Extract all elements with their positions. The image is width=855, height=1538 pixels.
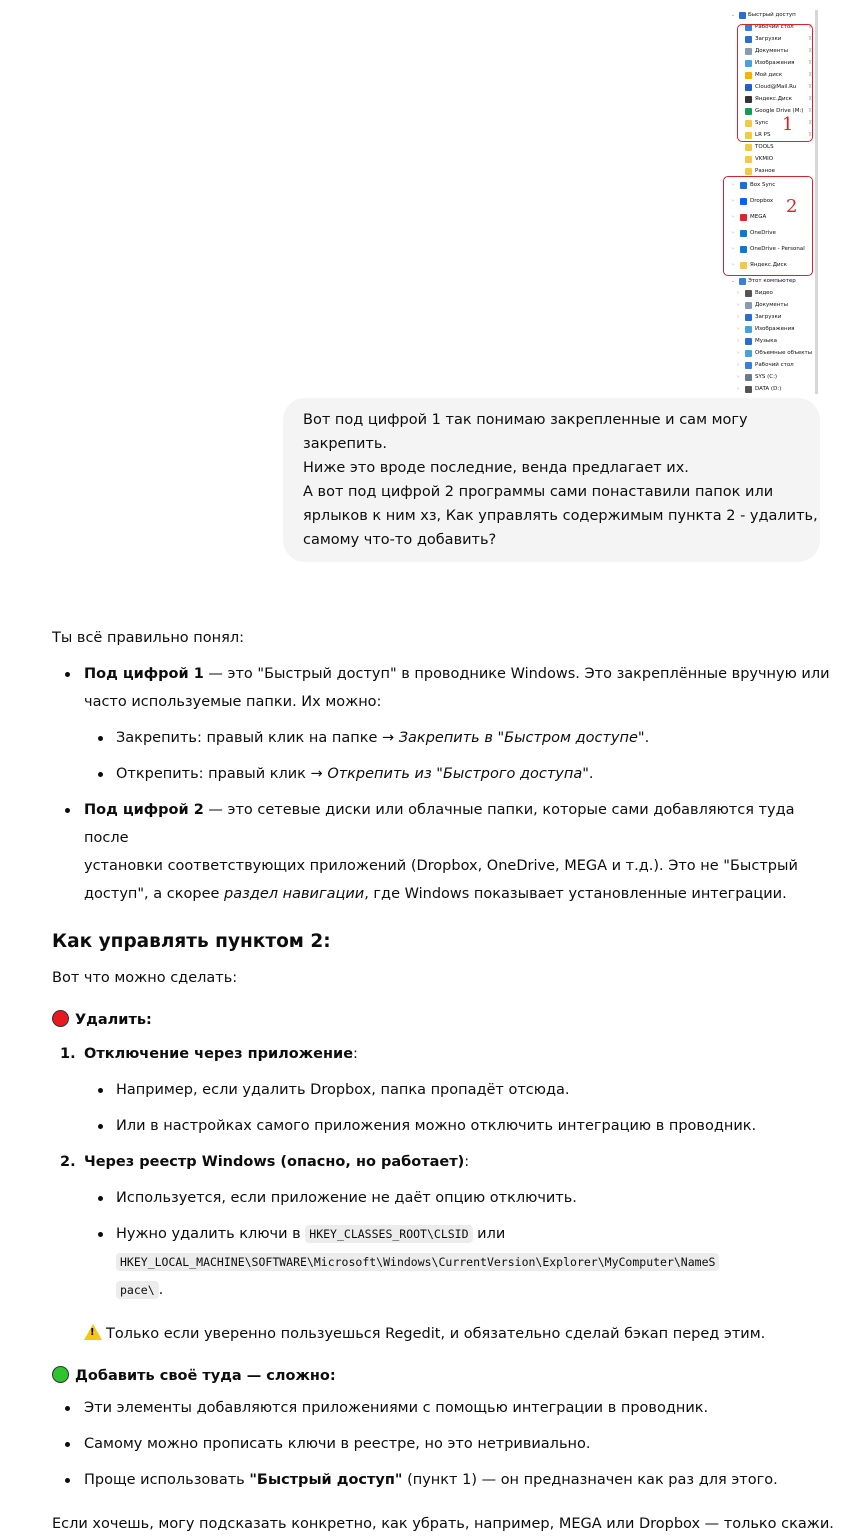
add-title-text: Добавить своё туда — сложно: xyxy=(75,1368,336,1384)
item-text: Эти элементы добавляются приложениями с помощью интеграции в проводник. xyxy=(84,1400,709,1416)
item-text: (пункт 1) — он предназначен как раз для этого. xyxy=(402,1472,778,1488)
nav-item[interactable] xyxy=(728,360,812,371)
item-text: Используется, если приложение не даёт опцию отключить. xyxy=(116,1190,577,1206)
folder-icon xyxy=(745,168,752,175)
user-message-bubble xyxy=(283,398,820,562)
item-text: — это сетевые диски или облачные папки, которые сами добавляются туда после xyxy=(84,802,795,846)
bullet-icon xyxy=(65,808,70,813)
list-item xyxy=(52,1184,842,1212)
inline-code: HKEY_LOCAL_MACHINE\SOFTWARE\Microsoft\Windows\CurrentVersion\Explorer\MyComputer\NameS xyxy=(116,1253,719,1271)
annotation-number-1: 1 xyxy=(782,114,794,135)
nav-item[interactable] xyxy=(728,154,812,165)
nav-item-label: Яндекс.Диск xyxy=(750,262,787,268)
expand-chevron-icon[interactable]: › xyxy=(737,314,739,320)
green-circle-icon xyxy=(52,1366,69,1383)
user-message-line: Ниже это вроде последние, венда предлагает их. xyxy=(303,460,689,476)
item-emphasis: Закрепить в "Быстром доступе" xyxy=(398,730,645,746)
nav-item-label: Видео xyxy=(755,290,773,296)
star-icon xyxy=(739,12,746,19)
bullet-icon xyxy=(98,736,103,741)
assistant-message xyxy=(52,624,842,1538)
nav-item-label: Box Sync xyxy=(750,182,776,188)
nav-item-label: Мой диск xyxy=(755,72,783,78)
item-text: : xyxy=(353,1046,358,1062)
list-item xyxy=(52,1466,842,1494)
computer-icon xyxy=(739,278,746,285)
nav-item-label: Документы xyxy=(755,48,788,54)
item-number: 1. xyxy=(60,1046,76,1062)
nav-item-label: Разное xyxy=(755,168,775,174)
closing-text: Если хочешь, могу подсказать конкретно, как убрать, например, MEGA или Dropbox — только скажи. xyxy=(52,1516,834,1532)
3d-objects-icon xyxy=(745,350,752,357)
nav-item-label: VKMIO xyxy=(755,156,774,162)
warning-text: Только если уверенно пользуешься Regedit, и обязательно сделай бэкап перед этим. xyxy=(106,1326,766,1342)
music-icon xyxy=(745,338,752,345)
bullet-icon xyxy=(65,1406,70,1411)
inline-code: HKEY_CLASSES_ROOT\CLSID xyxy=(305,1225,472,1243)
item-text: или xyxy=(472,1226,506,1242)
item-text: . xyxy=(158,1282,164,1298)
bullet-icon xyxy=(98,1124,103,1129)
item-text: Открепить: правый клик → xyxy=(116,766,328,782)
list-item xyxy=(52,1076,842,1104)
nav-item[interactable] xyxy=(728,142,812,153)
item-bold: "Быстрый доступ" xyxy=(249,1472,403,1488)
nav-item-label: Документы xyxy=(755,302,788,308)
item-text: доступ", а скорее xyxy=(84,886,225,902)
nav-item-label: TOOLS xyxy=(755,144,774,150)
this-pc-header: ⌄ Этот компьютер xyxy=(728,276,812,287)
drive-icon xyxy=(745,386,752,393)
user-message-line: самому что-то добавить? xyxy=(303,532,497,548)
pin-icon: ⊼ xyxy=(808,36,812,42)
bullet-icon xyxy=(98,1196,103,1201)
pin-icon: ⊼ xyxy=(808,84,812,90)
pin-icon: ⊼ xyxy=(808,72,812,78)
expand-chevron-icon[interactable]: › xyxy=(732,214,734,220)
nav-item-label: Sync xyxy=(755,120,769,126)
item-text: : xyxy=(464,1154,470,1170)
section-heading: Как управлять пунктом 2: xyxy=(52,931,331,952)
item-text: Закрепить: правый клик на папке → xyxy=(116,730,399,746)
video-icon xyxy=(745,290,752,297)
warning-note xyxy=(52,1320,842,1348)
delete-title-text: Удалить: xyxy=(75,1012,152,1028)
nav-item-label: Google Drive (M:) xyxy=(755,108,804,114)
expand-chevron-icon[interactable]: › xyxy=(732,198,734,204)
expand-chevron-icon[interactable]: › xyxy=(737,362,739,368)
nav-item-label: Объемные объекты xyxy=(755,350,813,356)
item-text: Или в настройках самого приложения можно отключить интеграцию в проводник. xyxy=(116,1118,757,1134)
attached-screenshot[interactable] xyxy=(728,10,818,394)
section-intro: Вот что можно сделать: xyxy=(52,970,238,986)
bullet-icon xyxy=(98,1232,103,1237)
item-number: 2. xyxy=(60,1154,76,1170)
this-pc-label: Этот компьютер xyxy=(748,278,796,284)
list-item xyxy=(52,1430,842,1458)
item-text: установки соответствующих приложений (Dropbox, OneDrive, MEGA и т.д.). Это не "Быстрый xyxy=(84,858,798,874)
item-bold: Через реестр Windows (опасно, но работает) xyxy=(84,1154,465,1170)
expand-chevron-icon[interactable]: › xyxy=(732,182,734,188)
item-text: Нужно удалить ключи в xyxy=(116,1226,306,1242)
nav-item-label: OneDrive - Personal xyxy=(750,246,805,252)
desktop-icon xyxy=(745,362,752,369)
list-item xyxy=(52,724,842,752)
list-item xyxy=(52,1220,842,1304)
list-item xyxy=(52,1148,842,1176)
annotation-box-2 xyxy=(723,176,813,276)
item-bold: Отключение через приложение xyxy=(84,1046,354,1062)
nav-item-label: Загрузки xyxy=(755,36,782,42)
item-text: . xyxy=(644,730,650,746)
item-text: , где Windows показывает установленные интеграции. xyxy=(364,886,787,902)
list-item xyxy=(52,1112,842,1140)
item-text: часто используемые папки. Их можно: xyxy=(84,694,382,710)
expand-chevron-icon[interactable]: › xyxy=(732,230,734,236)
user-message-line: Вот под цифрой 1 так понимаю закрепленные и сам могу xyxy=(303,412,748,428)
item-text: Проще использовать xyxy=(84,1472,250,1488)
nav-item-label: Загрузки xyxy=(755,314,782,320)
list-item xyxy=(52,796,842,908)
annotation-number-2: 2 xyxy=(786,196,798,217)
nav-item-label: SYS (C:) xyxy=(755,374,778,380)
expand-chevron-icon[interactable]: › xyxy=(737,386,739,392)
warning-icon: ! xyxy=(84,1324,102,1340)
pin-icon: ⊼ xyxy=(808,60,812,66)
item-text: — это "Быстрый доступ" в проводнике Windows. Это закреплённые вручную или xyxy=(203,666,830,682)
nav-item-label: Рабочий стол xyxy=(755,362,794,368)
nav-item[interactable] xyxy=(728,312,812,323)
expand-chevron-icon[interactable]: › xyxy=(737,350,739,356)
expand-chevron-icon[interactable]: › xyxy=(732,262,734,268)
nav-item[interactable] xyxy=(728,348,812,359)
user-message-line: ярлыков к ним хз, Как управлять содержимым пункта 2 - удалить, xyxy=(303,508,818,524)
expand-chevron-icon[interactable]: › xyxy=(737,374,739,380)
nav-item-label: Музыка xyxy=(755,338,777,344)
item-emphasis: раздел навигации xyxy=(224,886,365,902)
add-title xyxy=(52,1362,842,1390)
item-text: . xyxy=(588,766,594,782)
item-bold: Под цифрой 1 xyxy=(84,666,204,682)
item-bold: Под цифрой 2 xyxy=(84,802,204,818)
bullet-icon xyxy=(98,1088,103,1093)
nav-item-label: Dropbox xyxy=(750,198,774,204)
pin-icon: ⊼ xyxy=(808,96,812,102)
list-item xyxy=(52,760,842,788)
answer-intro: Ты всё правильно понял: xyxy=(52,630,244,646)
pin-icon: ⊼ xyxy=(808,108,812,114)
item-text: Самому можно прописать ключи в реестре, но это нетривиально. xyxy=(84,1436,591,1452)
nav-item[interactable] xyxy=(728,288,812,299)
bullet-icon xyxy=(65,672,70,677)
pin-icon: ⊼ xyxy=(808,48,812,54)
red-circle-icon xyxy=(52,1010,69,1027)
folder-icon xyxy=(745,156,752,163)
expand-chevron-icon[interactable]: › xyxy=(737,302,739,308)
document-icon xyxy=(745,302,752,309)
drive-icon xyxy=(745,374,752,381)
nav-item-label: Яндекс.Диск xyxy=(755,96,792,102)
list-item xyxy=(52,1040,842,1068)
nav-item-label: Изображения xyxy=(755,60,795,66)
bullet-icon xyxy=(98,772,103,777)
folder-icon xyxy=(745,144,752,151)
bullet-icon xyxy=(65,1442,70,1447)
bullet-icon xyxy=(65,1478,70,1483)
pin-icon: ⊼ xyxy=(808,132,812,138)
inline-code: pace\ xyxy=(116,1281,159,1299)
nav-item-label: DATA (D:) xyxy=(755,386,782,392)
nav-item-label: Изображения xyxy=(755,326,795,332)
user-message-line: А вот под цифрой 2 программы сами понаставили папок или xyxy=(303,484,774,500)
list-item xyxy=(52,1394,842,1422)
nav-item-label: MEGA xyxy=(750,214,767,220)
nav-item[interactable] xyxy=(728,324,812,335)
delete-title xyxy=(52,1006,842,1034)
expand-chevron-icon[interactable]: › xyxy=(737,326,739,332)
item-text: Например, если удалить Dropbox, папка пропадёт отсюда. xyxy=(116,1082,570,1098)
nav-item-label: Cloud@Mail.Ru xyxy=(755,84,797,90)
nav-item[interactable] xyxy=(728,372,812,383)
user-message-line: закрепить. xyxy=(303,436,387,452)
quick-access-header: ⌄ Быстрый доступ xyxy=(728,10,812,21)
pin-icon: ⊼ xyxy=(808,120,812,126)
nav-item-label: Рабочий стол xyxy=(755,24,794,30)
nav-item-label: OneDrive xyxy=(750,230,776,236)
list-item xyxy=(52,660,842,716)
images-icon xyxy=(745,326,752,333)
nav-item-label: LR PS xyxy=(755,132,771,138)
annotation-box-1 xyxy=(737,24,813,142)
nav-item[interactable] xyxy=(728,300,812,311)
expand-chevron-icon[interactable]: › xyxy=(737,338,739,344)
nav-item[interactable] xyxy=(728,384,812,395)
expand-chevron-icon[interactable]: › xyxy=(732,246,734,252)
quick-access-label: Быстрый доступ xyxy=(748,12,796,18)
expand-chevron-icon[interactable]: › xyxy=(737,290,739,296)
pin-icon: ⊼ xyxy=(808,24,812,30)
download-icon xyxy=(745,314,752,321)
item-emphasis: Открепить из "Быстрого доступа" xyxy=(327,766,589,782)
nav-item[interactable] xyxy=(728,336,812,347)
